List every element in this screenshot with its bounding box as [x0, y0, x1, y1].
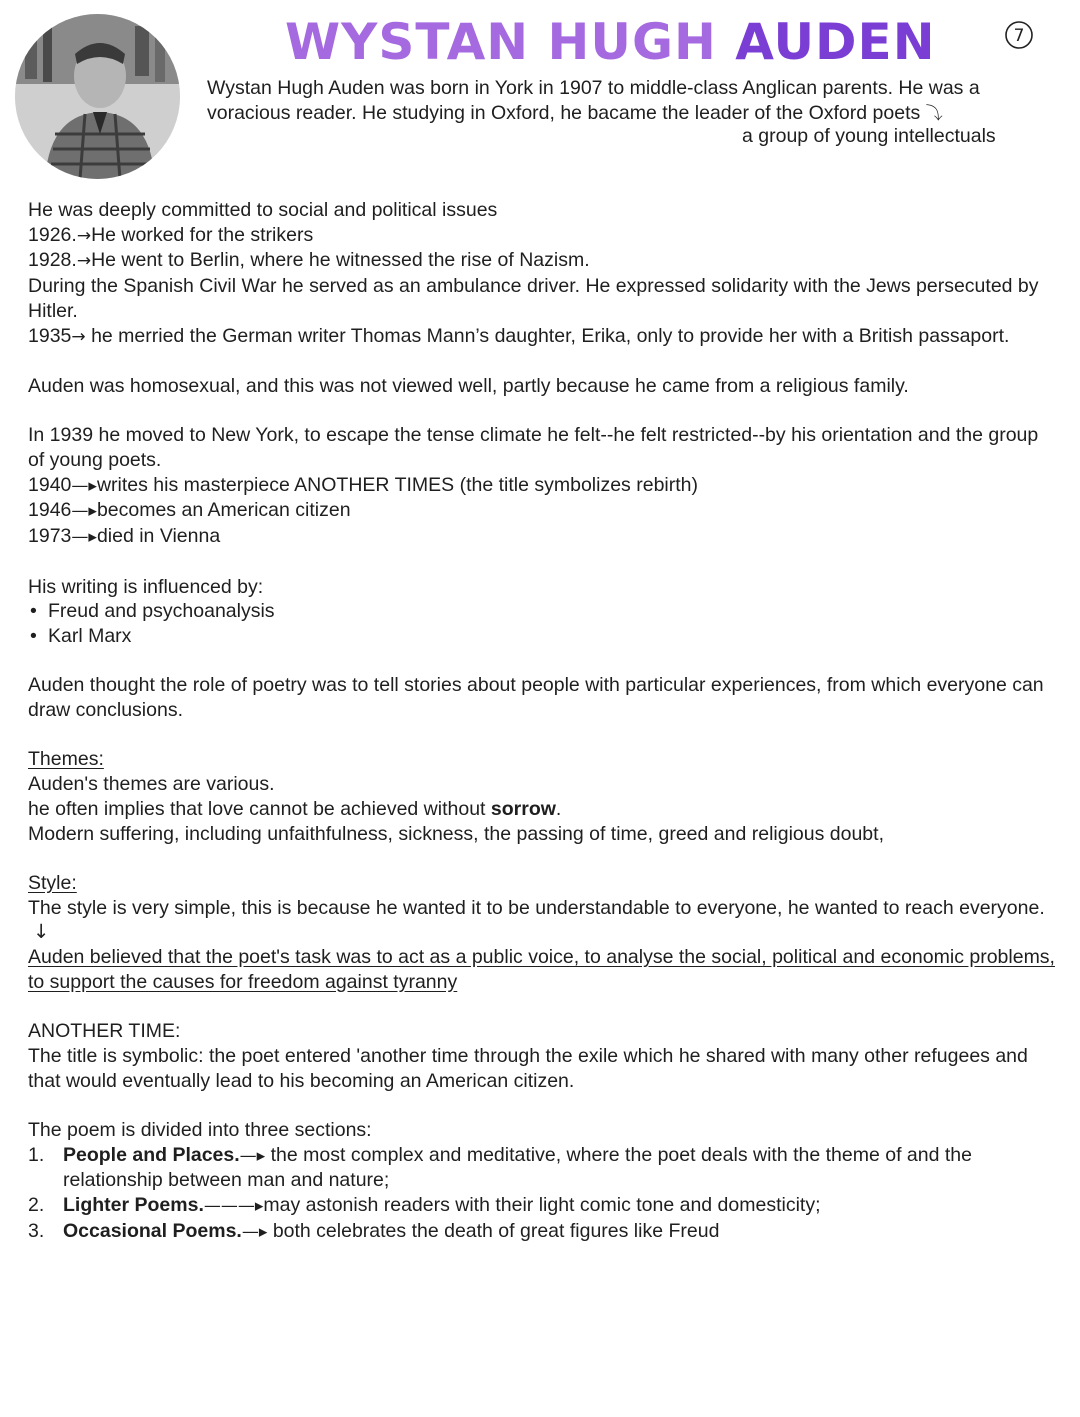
curved-arrow-icon: ⤵	[925, 103, 943, 124]
title-first-names: WYSTAN HUGH	[285, 13, 717, 71]
style-text: The style is very simple, this is because he wanted it to be understandable to everyone, he wanted to reach everyone.	[28, 896, 1045, 919]
list-item: • Karl Marx	[28, 624, 1058, 649]
arrow-right-icon: —▸	[239, 1145, 266, 1166]
list-item: 2. Lighter Poems.———▸may astonish readers with their light comic tone and domesticity;	[28, 1194, 821, 1216]
arrow-right-icon: —▸	[71, 501, 97, 522]
arrow-down-icon: ↓	[33, 920, 50, 944]
life-line-1946: 1946—▸becomes an American citizen	[28, 499, 351, 522]
influences-list	[28, 599, 1058, 648]
themes-line-3: Modern suffering, including unfaithfulness, sickness, the passing of time, greed and religious doubt,	[28, 822, 884, 845]
oxford-poets-note: a group of young intellectuals	[742, 125, 996, 147]
intro-line-1: Wystan Hugh Auden was born in York in 1907 to middle-class Anglican parents. He was a	[207, 77, 980, 99]
poetry-role-paragraph: Auden thought the role of poetry was to tell stories about people with particular experiences, from which everyone can draw conclusions.	[28, 674, 1044, 721]
another-time-text: The title is symbolic: the poet entered 'another time through the exile which he shared with many other refugees and that would eventually lead to his becoming an American citizen.	[28, 1044, 1028, 1092]
life-line-1928: 1928.→He went to Berlin, where he witnessed the rise of Nazism.	[28, 249, 590, 272]
themes-line-1: Auden's themes are various.	[28, 773, 275, 796]
style-heading: Style:	[28, 871, 77, 894]
new-york-paragraph: In 1939 he moved to New York, to escape the tense climate he felt--he felt restricted--by his orientation and the group of young poets.	[28, 424, 1039, 471]
another-time-heading: ANOTHER TIME:	[28, 1020, 181, 1043]
life-line-1: He was deeply committed to social and political issues	[28, 199, 498, 221]
main-content	[28, 198, 1058, 1244]
arrow-right-icon: →	[76, 251, 92, 272]
life-line-1940: 1940—▸writes his masterpiece ANOTHER TIMES (the title symbolizes rebirth)	[28, 473, 698, 496]
list-item: 1. People and Places.—▸ the most complex and meditative, where the poet deals with the theme of and the relationship between man and nature;	[28, 1143, 972, 1192]
sections-list	[28, 1143, 1058, 1245]
portrait-image	[15, 14, 180, 179]
arrow-right-icon: —▸	[71, 527, 97, 548]
arrow-right-icon: →	[71, 326, 86, 347]
page-title	[285, 12, 936, 72]
life-line-1926: 1926.→He worked for the strikers	[28, 223, 314, 246]
page-number-badge	[1004, 20, 1034, 50]
title-surname: AUDEN	[735, 13, 936, 71]
life-line-spanish-war: During the Spanish Civil War he served as an ambulance driver. He expressed solidarity with the Jews persecuted by Hitler.	[28, 275, 1039, 322]
public-voice-statement: Auden believed that the poet's task was to act as a public voice, to analyse the social, political and economic problems, to support the causes for freedom against tyranny	[28, 946, 1055, 993]
list-item: • Freud and psychoanalysis	[28, 599, 1058, 624]
author-portrait	[15, 14, 180, 179]
page-number: 7	[1013, 26, 1025, 46]
arrow-right-icon: ———▸	[203, 1196, 264, 1216]
influences-heading: His writing is influenced by:	[28, 575, 264, 598]
themes-heading: Themes:	[28, 748, 104, 771]
arrow-right-icon: —▸	[241, 1221, 268, 1242]
list-item: 3. Occasional Poems.—▸ both celebrates the death of great figures like Freud	[28, 1219, 720, 1242]
life-line-1935: 1935→ he merried the German writer Thomas Mann’s daughter, Erika, only to provide her with a British passaport.	[28, 324, 1010, 347]
life-line-1973: 1973—▸died in Vienna	[28, 525, 221, 548]
orientation-paragraph: Auden was homosexual, and this was not viewed well, partly because he came from a religious family.	[28, 374, 909, 397]
circle-icon	[1004, 20, 1034, 50]
sections-intro: The poem is divided into three sections:	[28, 1118, 372, 1141]
themes-line-2: he often implies that love cannot be achieved without sorrow.	[28, 797, 562, 820]
arrow-right-icon: →	[76, 225, 92, 246]
arrow-right-icon: —▸	[71, 475, 97, 496]
intro-paragraph	[207, 76, 1067, 126]
intro-line-2: voracious reader. He studying in Oxford, he bacame the leader of the Oxford poets ⤵	[207, 101, 943, 124]
